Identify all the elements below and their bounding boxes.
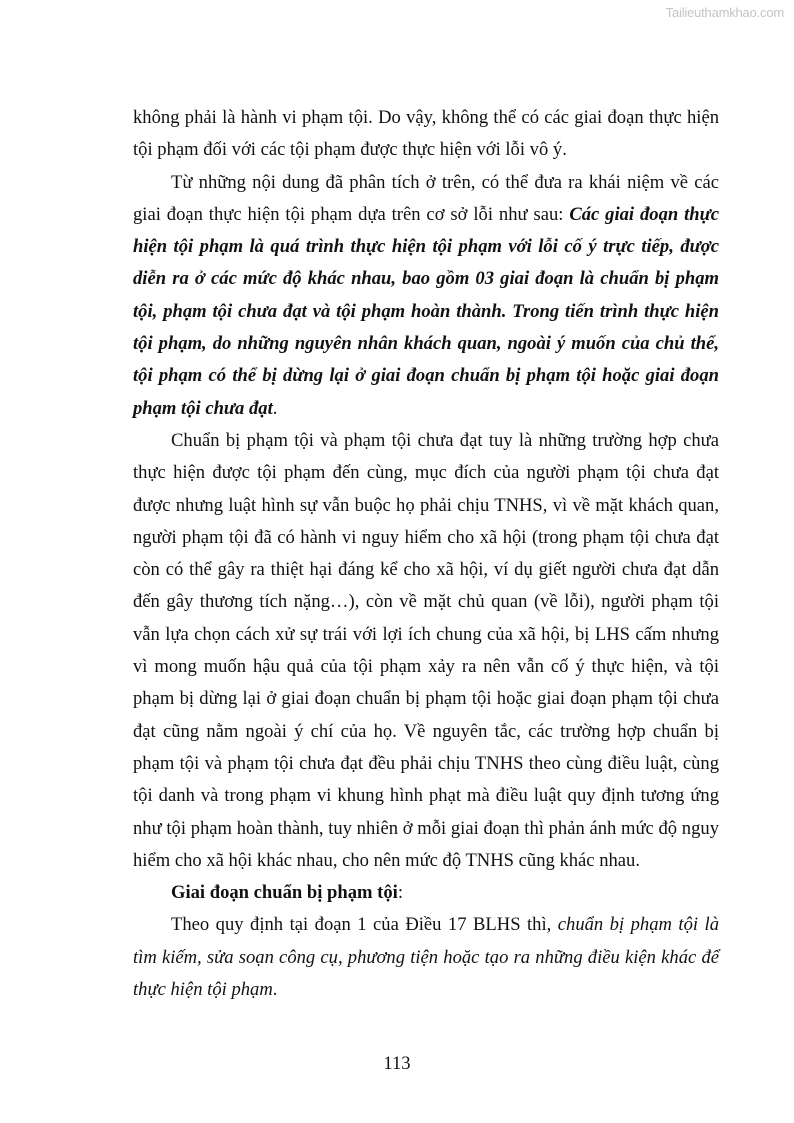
watermark: Tailieuthamkhao.com xyxy=(665,5,784,20)
paragraph-continuation: không phải là hành vi phạm tội. Do vậy, không thể có các giai đoạn thực hiện tội phạm đối với các tội phạm được thực hiện với lỗi vô ý. xyxy=(133,107,719,161)
quote-text: chuẩn bị phạm tội là tìm kiếm, sửa soạn công cụ, phương tiện hoặc tạo ra những điều kiện khác để thực hiện tội phạm xyxy=(133,914,719,1001)
heading-colon: : xyxy=(397,882,403,904)
section-heading xyxy=(133,877,719,909)
paragraph-legal-quote xyxy=(133,909,719,1006)
page-body xyxy=(133,102,719,1006)
heading-text: Giai đoạn chuẩn bị phạm tội xyxy=(171,882,398,904)
definition-end: . xyxy=(272,397,278,419)
definition-lead: Từ những nội dung đã phân tích ở trên, có thể đưa ra khái niệm về các giai đoạn thực hiện tội phạm dựa trên cơ sở lỗi như sau: xyxy=(133,171,719,225)
paragraph-definition xyxy=(133,167,719,425)
definition-text: Các giai đoạn thực hiện tội phạm là quá trình thực hiện tội phạm với lỗi cố ý trực tiếp, được diễn ra ở các mức độ khác nhau, bao gồm 03 giai đoạn là chuẩn bị phạm tội, phạm tội chưa đạt và tội phạm hoàn thành. Trong tiến trình thực hiện tội phạm, do những nguyên nhân khách quan, ngoài ý muốn của chủ thể, tội phạm có thể bị dừng lại ở giai đoạn chuẩn bị phạm tội hoặc giai đoạn phạm tội chưa đạt xyxy=(133,203,719,419)
quote-end: . xyxy=(272,979,278,1001)
quote-lead: Theo quy định tại đoạn 1 của Điều 17 BLHS thì, xyxy=(171,914,558,936)
paragraph-liability: Chuẩn bị phạm tội và phạm tội chưa đạt tuy là những trường hợp chưa thực hiện được tội phạm đến cùng, mục đích của người phạm tội chưa đạt được nhưng luật hình sự vẫn buộc họ phải chịu TNHS, vì về mặt khách quan, người phạm tội đã có hành vi nguy hiểm cho xã hội (trong phạm tội chưa đạt còn có thể gây ra thiệt hại đáng kể cho xã hội, ví dụ giết người chưa đạt dẫn đến gây thương tích nặng…), còn về mặt chủ quan (về lỗi), người phạm tội vẫn lựa chọn cách xử sự trái với lợi ích chung của xã hội, bị LHS cấm nhưng vì mong muốn hậu quả của tội phạm xảy ra nên vẫn cố ý thực hiện, và tội phạm bị dừng lại ở giai đoạn chuẩn bị phạm tội hoặc giai đoạn phạm tội chưa đạt cũng nằm ngoài ý chí của họ. Về nguyên tắc, các trường hợp chuẩn bị phạm tội và phạm tội chưa đạt đều phải chịu TNHS theo cùng điều luật, cùng tội danh và trong phạm vi khung hình phạt mà điều luật quy định tương ứng như tội phạm hoàn thành, tuy nhiên ở mỗi giai đoạn thì phản ánh mức độ nguy hiểm cho xã hội khác nhau, cho nên mức độ TNHS cũng khác nhau. xyxy=(133,429,719,871)
page-number: 113 xyxy=(383,1053,411,1074)
